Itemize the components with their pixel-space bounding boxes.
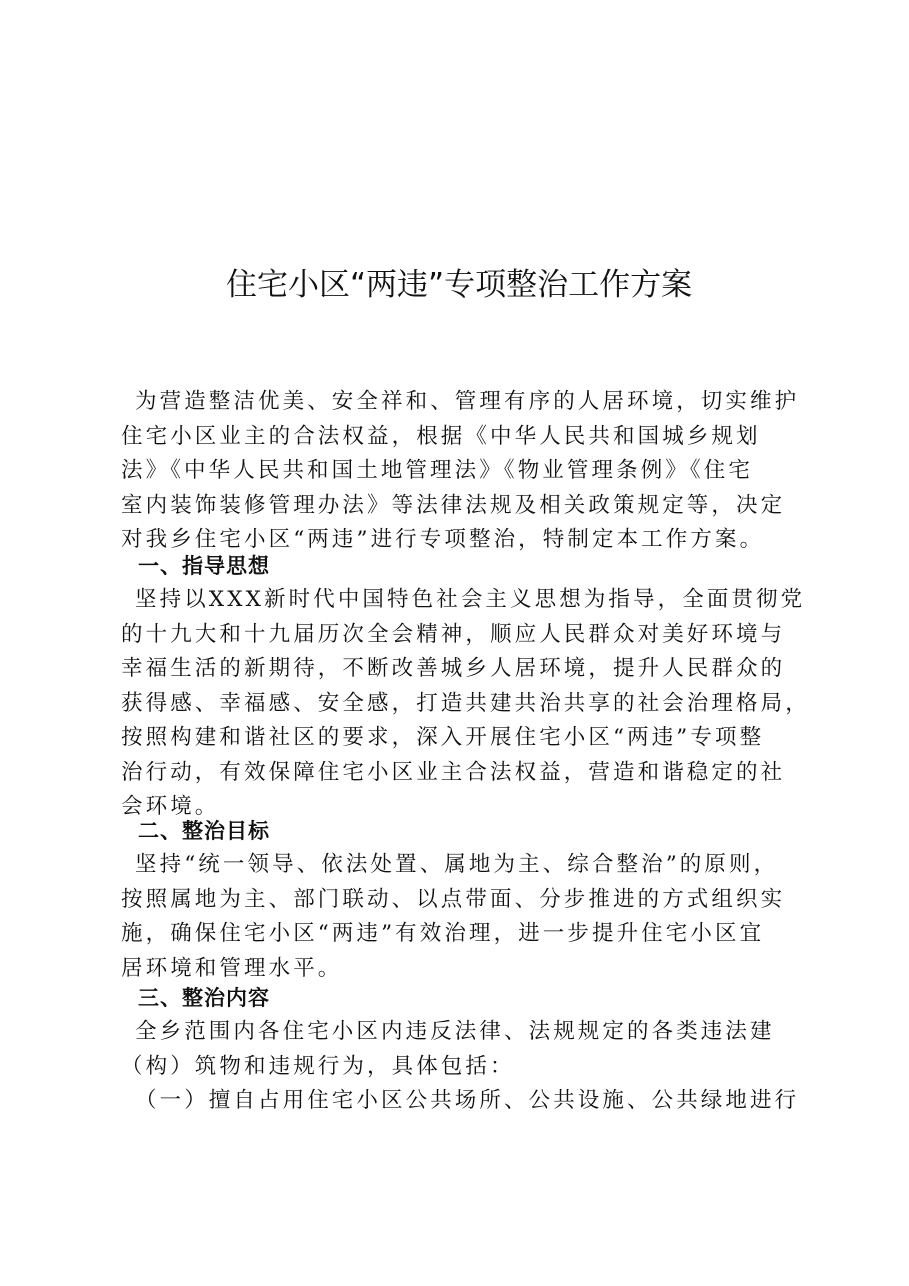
- document-title: 住宅小区“两违”专项整治工作方案: [226, 267, 693, 303]
- intro-line: 对我乡住宅小区“两违”进行专项整治，特制定本工作方案。: [121, 527, 765, 552]
- paragraph-line: 全乡范围内各住宅小区内违反法律、法规规定的各类违法建: [135, 1019, 775, 1044]
- paragraph-line: 治行动，有效保障住宅小区业主合法权益，营造和谐稳定的社: [121, 759, 786, 785]
- section-heading-content: 三、整治内容: [138, 986, 270, 1010]
- paragraph-line: （一）擅自占用住宅小区公共场所、公共设施、公共绿地进行: [135, 1088, 800, 1113]
- content-paragraph: [121, 1015, 811, 1084]
- section-heading-objectives: 二、整治目标: [138, 819, 270, 843]
- intro-line: 为营造整洁优美、安全祥和、管理有序的人居环境，切实维护: [135, 389, 800, 414]
- paragraph-line: 的十九大和十九届历次全会精神，顺应人民群众对美好环境与: [121, 621, 786, 647]
- paragraph-line: 坚持以XXX新时代中国特色社会主义思想为指导，全面贯彻党: [135, 587, 806, 612]
- paragraph-line: 按照属地为主、部门联动、以点带面、分步推进的方式组织实: [121, 886, 786, 912]
- paragraph-line: 按照构建和谐社区的要求，深入开展住宅小区“两违”专项整: [121, 725, 765, 750]
- paragraph-line: （构）筑物和违规行为，具体包括：: [121, 1053, 515, 1079]
- guiding-thought-paragraph: [121, 583, 811, 825]
- paragraph-line: 居环境和管理水平。: [121, 955, 343, 981]
- paragraph-line: 会环境。: [121, 794, 220, 819]
- paragraph-line: 施，确保住宅小区“两违”有效治理，进一步提升住宅小区宜: [121, 921, 765, 946]
- intro-line: 室内装饰装修管理办法》等法律法规及相关政策规定等，决定: [121, 492, 786, 518]
- paragraph-line: 获得感、幸福感、安全感，打造共建共治共享的社会治理格局，: [121, 690, 810, 716]
- intro-line: 法》《中华人民共和国土地管理法》《物业管理条例》《住宅: [121, 458, 753, 483]
- section-heading-guiding-thought: 一、指导思想: [138, 554, 270, 578]
- content-subitem-paragraph: [121, 1084, 811, 1119]
- intro-line: 住宅小区业主的合法权益，根据《中华人民共和国城乡规划: [121, 423, 761, 449]
- paragraph-line: 幸福生活的新期待，不断改善城乡人居环境，提升人民群众的: [121, 656, 786, 681]
- intro-paragraph: [121, 385, 811, 558]
- objectives-paragraph: [121, 848, 811, 986]
- paragraph-line: 坚持“统一领导、依法处置、属地为主、综合整治”的原则，: [135, 852, 779, 877]
